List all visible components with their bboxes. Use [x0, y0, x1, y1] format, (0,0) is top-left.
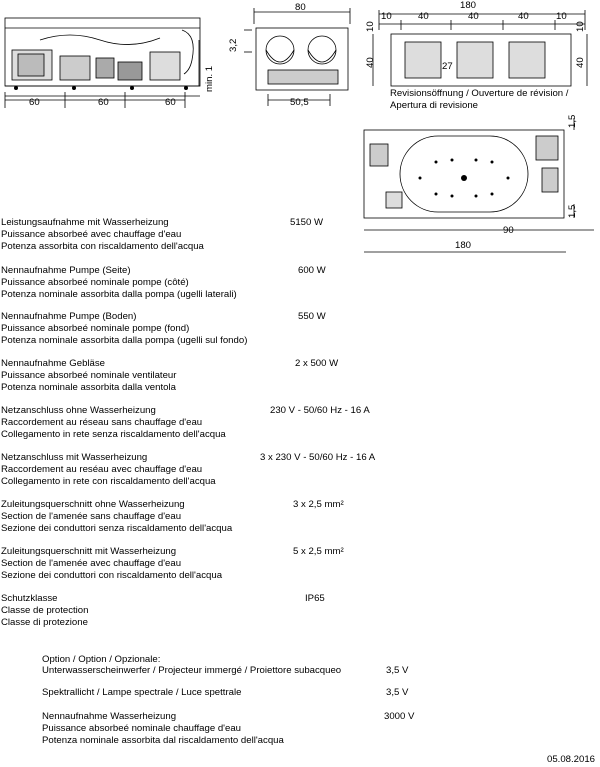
front-dim-2: 60	[98, 97, 109, 108]
spec-value-power-with-heating: 5150 W	[290, 217, 324, 228]
option-value-water-heating: 3000 V	[384, 711, 415, 722]
tub-basin-oval	[400, 136, 528, 212]
top-length-dim: 180	[455, 240, 472, 251]
spec-value-cable-with-heating: 5 x 2,5 mm²	[293, 546, 344, 557]
side-view-drawing	[238, 0, 358, 112]
options-heading: Option / Option / Opzionale:	[42, 654, 161, 665]
revision-sub-dim-5: 10	[556, 11, 567, 22]
spec-item-mains-with-heating: Netzanschluss mit Wasserheizung Raccordement au reséau avec chauffage d'eau Collegamento in rete con riscaldamento dell'acqua	[1, 452, 216, 487]
spec-value-pump-side: 600 W	[298, 265, 326, 276]
option-value-spectral-light: 3,5 V	[386, 687, 409, 698]
option-item-water-heating: Nennaufnahme Wasserheizung Puissance absorbeé nominale chauffage d'eau Potenza nominale assorbita dal riscaldamento dell'acqua	[42, 711, 284, 746]
revision-sub-dim-3: 40	[468, 11, 479, 22]
revision-inner-dim: 27	[442, 61, 453, 72]
spec-item-pump-bottom: Nennaufnahme Pumpe (Boden) Puissance absorbeé nominale pompe (fond) Potenza nominale assorbita dalla pompa (ugelli sul fondo)	[1, 311, 248, 346]
spec-item-protection-class: Schutzklasse Classe de protection Classe di protezione	[1, 593, 89, 628]
option-value-underwater-light: 3,5 V	[386, 665, 409, 676]
side-bottom-dim: 50,5	[290, 97, 309, 108]
spec-value-pump-bottom: 550 W	[298, 311, 326, 322]
option-item-underwater-light: Unterwasserscheinwerfer / Projecteur immergé / Proiettore subacqueo	[42, 665, 342, 676]
revision-sub-dim-4: 40	[518, 11, 529, 22]
side-height-dim: 3,2	[228, 38, 239, 52]
revision-left-dim-2: 40	[365, 57, 376, 68]
revision-sub-dim-1: 10	[381, 11, 392, 22]
top-width-dim: 90	[503, 225, 514, 236]
document-date: 05.08.2016	[547, 754, 596, 765]
spec-value-mains-with-heating: 3 x 230 V - 50/60 Hz - 16 A	[260, 452, 376, 463]
min-height-label: min. 1	[204, 65, 215, 92]
spec-item-blower: Nennaufnahme Gebläse Puissance absorbeé nominale ventilateur Potenza nominale assorbita dalla ventola	[1, 358, 177, 393]
top-side-dim-1: 1,5	[567, 114, 578, 128]
front-dim-1: 60	[29, 97, 40, 108]
spec-item-cable-without-heating: Zuleitungsquerschnitt ohne Wasserheizung Section de l'amenée sans chauffage d'eau Sezione dei conduttori senza riscaldamento dell'acqua	[1, 499, 233, 534]
revision-caption-line-2: Apertura di revisione	[390, 100, 478, 111]
front-view-drawing	[0, 0, 215, 112]
option-item-spectral-light: Spektrallicht / Lampe spectrale / Luce spettrale	[42, 687, 242, 698]
revision-sub-dim-2: 40	[418, 11, 429, 22]
revision-top-dim: 180	[460, 0, 477, 11]
spec-value-mains-without-heating: 230 V - 50/60 Hz - 16 A	[270, 405, 370, 416]
spec-value-cable-without-heating: 3 x 2,5 mm²	[293, 499, 344, 510]
top-view-drawing	[360, 112, 600, 262]
spec-item-power-with-heating: Leistungsaufnahme mit Wasserheizung Puissance absorbeé avec chauffage d'eau Potenza assorbita con riscaldamento dell'acqua	[1, 217, 204, 252]
front-dim-3: 60	[165, 97, 176, 108]
spec-value-protection-class: IP65	[305, 593, 325, 604]
spec-item-cable-with-heating: Zuleitungsquerschnitt mit Wasserheizung Section de l'amenée avec chauffage d'eau Sezione dei conduttori con riscaldamento dell'acqua	[1, 546, 223, 581]
revision-right-dim-1: 10	[575, 21, 586, 32]
top-side-dim-2: 1,5	[567, 204, 578, 218]
spec-item-pump-side: Nennaufnahme Pumpe (Seite) Puissance absorbeé nominale pompe (côté) Potenza nominale assorbita dalla pompa (ugelli laterali)	[1, 265, 237, 300]
spec-item-mains-without-heating: Netzanschluss ohne Wasserheizung Raccordement au réseau sans chauffage d'eau Collegamento in rete senza riscaldamento dell'acqua	[1, 405, 226, 440]
revision-right-dim-2: 40	[575, 57, 586, 68]
revision-left-dim-1: 10	[365, 21, 376, 32]
side-top-dim: 80	[295, 2, 306, 13]
spec-value-blower: 2 x 500 W	[295, 358, 339, 369]
revision-caption-line-1: Revisionsöffnung / Ouverture de révision /	[390, 88, 569, 99]
